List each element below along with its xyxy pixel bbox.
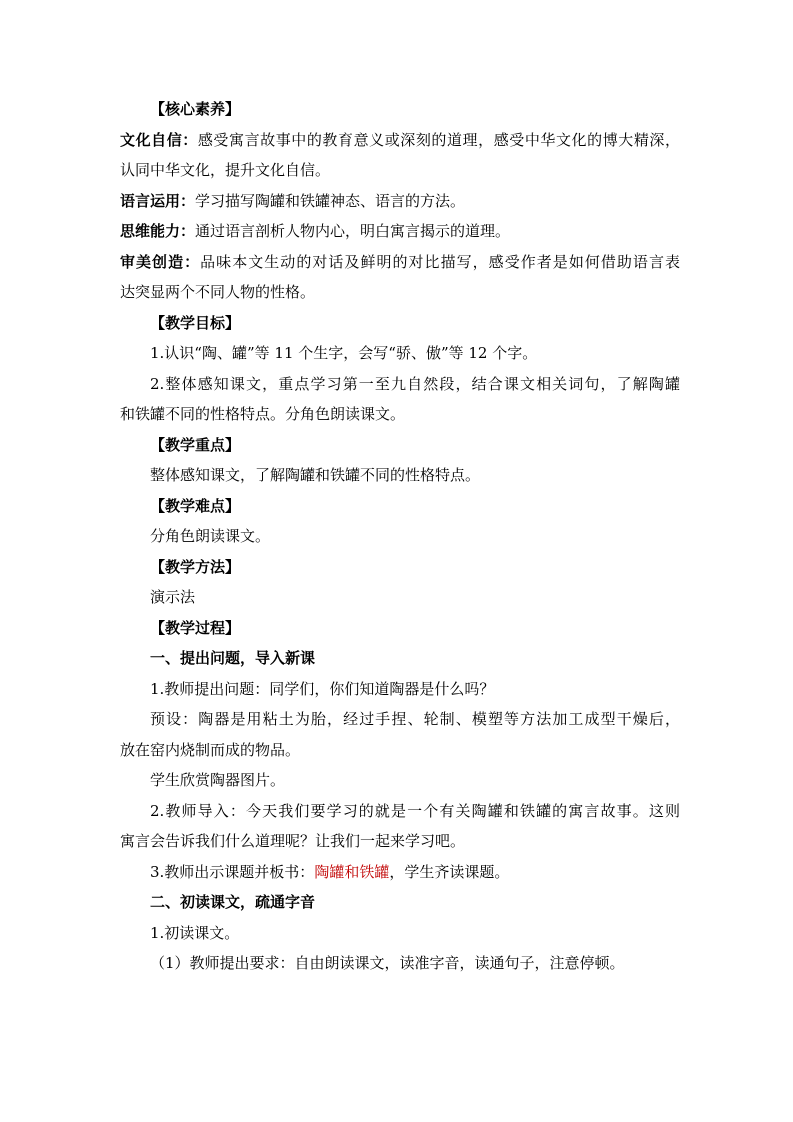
difficulties-text: 分角色朗读课文。 [150, 527, 271, 545]
process-p7: （1）教师提出要求：自由朗读课文，读准字音，读通句子，注意停顿。 [150, 954, 625, 972]
methods-heading: 【教学方法】 [150, 557, 241, 576]
process-p3: 学生欣赏陶器图片。 [150, 771, 286, 789]
culture-confidence-line1 [120, 125, 680, 156]
language-use-line [120, 186, 680, 217]
teaching-goal-2-line2: 和铁罐不同的性格特点。分角色朗读课文。 [120, 405, 406, 423]
culture-confidence-label: 文化自信： [120, 130, 198, 149]
process-p6: 1.初读课文。 [150, 923, 240, 942]
process-part2-title: 二、初读课文，疏通字音 [150, 893, 316, 911]
thinking-ability-text: 通过语言剖析人物内心，明白寓言揭示的道理。 [195, 222, 511, 240]
culture-confidence-line2: 认同中华文化，提升文化自信。 [120, 161, 331, 179]
teaching-goal-1: 1.认识“陶、罐”等 11 个生字，会写“骄、傲”等 12 个字。 [150, 344, 538, 362]
lesson-title-highlight: 陶罐和铁罐 [314, 862, 390, 881]
process-p2-line2: 放在窑内烧制而成的物品。 [120, 740, 301, 759]
process-p5-prefix: 3.教师出示课题并板书： [150, 862, 315, 881]
key-points-text: 整体感知课文，了解陶罐和铁罐不同的性格特点。 [150, 466, 481, 484]
aesthetic-creation-line2: 达突显两个不同人物的性格。 [120, 283, 316, 301]
aesthetic-creation-line1 [120, 247, 680, 278]
aesthetic-creation-label: 审美创造： [120, 252, 201, 271]
process-heading: 【教学过程】 [150, 618, 241, 637]
aesthetic-creation-text: 品味本文生动的对话及鲜明的对比描写，感受作者是如何借助语言表 [200, 252, 680, 271]
language-use-text: 学习描写陶罐和铁罐神态、语言的方法。 [195, 191, 466, 210]
process-p5 [120, 857, 680, 888]
process-p1: 1.教师提出问题：同学们，你们知道陶器是什么吗？ [150, 679, 495, 698]
language-use-label: 语言运用： [120, 191, 196, 210]
culture-confidence-text: 感受寓言故事中的教育意义或深刻的道理，感受中华文化的博大精深， [197, 130, 680, 149]
methods-text: 演示法 [150, 588, 196, 606]
thinking-ability-label: 思维能力： [120, 222, 196, 240]
thinking-ability-line [120, 216, 680, 247]
process-p4-line2: 寓言会告诉我们什么道理呢？让我们一起来学习吧。 [120, 832, 466, 850]
process-p2-line1: 预设：陶器是用粘土为胎，经过手捏、轮制、模塑等方法加工成型干燥后， [150, 710, 680, 728]
difficulties-heading: 【教学难点】 [150, 496, 241, 515]
core-literacy-heading: 【核心素养】 [150, 100, 241, 118]
teaching-goals-heading: 【教学目标】 [150, 313, 241, 332]
key-points-heading: 【教学重点】 [150, 435, 241, 454]
teaching-goal-2-line1: 2.整体感知课文，重点学习第一至九自然段，结合课文相关词句，了解陶罐 [150, 374, 680, 393]
document-page [120, 94, 680, 979]
process-part1-title: 一、提出问题，导入新课 [150, 649, 316, 667]
process-p5-suffix: ，学生齐读课题。 [389, 862, 510, 881]
process-p4-line1: 2.教师导入：今天我们要学习的就是一个有关陶罐和铁罐的寓言故事。这则 [150, 801, 680, 820]
